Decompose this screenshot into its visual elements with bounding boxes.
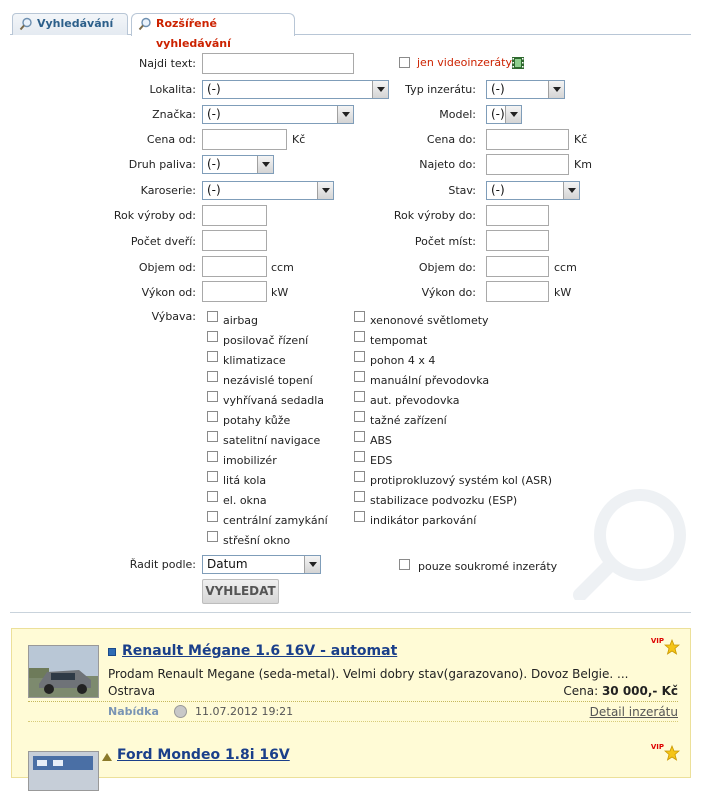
chevron-down-icon — [304, 556, 320, 573]
rok-do-label: Rok výroby do: — [393, 209, 476, 222]
vybava-checkbox[interactable] — [207, 371, 218, 382]
vybava-option-label: tempomat — [370, 334, 428, 347]
radit-podle-label: Řadit podle: — [129, 558, 196, 571]
vybava-checkbox[interactable] — [207, 471, 218, 482]
vykon-do-input[interactable] — [486, 281, 549, 302]
znacka-select[interactable] — [202, 105, 354, 124]
vybava-option-label: indikátor parkování — [370, 514, 477, 527]
listing-title-link[interactable]: Renault Mégane 1.6 16V - automat — [122, 643, 398, 659]
najeto-do-input[interactable] — [486, 154, 569, 175]
vybava-option-label: litá kola — [223, 474, 267, 487]
objem-do-input[interactable] — [486, 256, 549, 277]
search-button[interactable]: VYHLEDAT — [202, 579, 279, 604]
druh-paliva-select[interactable] — [202, 155, 274, 174]
vybava-option-label: střešní okno — [223, 534, 291, 547]
vybava-checkbox[interactable] — [354, 511, 365, 522]
vykon-od-unit: kW — [271, 286, 289, 299]
vybava-option-label: el. okna — [223, 494, 267, 507]
detail-link[interactable]: Detail inzerátu — [589, 705, 678, 719]
model-select[interactable] — [486, 105, 522, 124]
vybava-option-label: klimatizace — [223, 354, 286, 367]
vip-label: VIP — [650, 743, 664, 751]
vybava-checkbox[interactable] — [207, 491, 218, 502]
vybava-checkbox[interactable] — [354, 351, 365, 362]
vykon-do-unit: kW — [554, 286, 572, 299]
pocet-dveri-input[interactable] — [202, 230, 267, 251]
vybava-option-label: pohon 4 x 4 — [370, 354, 436, 367]
objem-do-unit: ccm — [554, 261, 577, 274]
listing-city: Ostrava — [108, 684, 156, 698]
vybava-checkbox[interactable] — [207, 451, 218, 462]
rok-od-input[interactable] — [202, 205, 267, 226]
private-only-checkbox[interactable] — [399, 559, 410, 570]
tab-label: Vyhledávání — [37, 17, 114, 30]
stav-select[interactable] — [486, 181, 580, 200]
price-value: 30 000,- Kč — [601, 684, 678, 698]
cena-do-input[interactable] — [486, 129, 569, 150]
tab-label: Rozšířené vyhledávání — [156, 17, 231, 50]
vip-badge — [650, 743, 680, 765]
chevron-down-icon — [563, 182, 579, 199]
select-value: (-) — [207, 82, 221, 96]
vybava-checkbox[interactable] — [207, 411, 218, 422]
magnifier-icon — [138, 17, 152, 31]
select-value: (-) — [207, 183, 221, 197]
vybava-checkbox[interactable] — [207, 431, 218, 442]
vybava-option-label: vyhřívaná sedadla — [223, 394, 325, 407]
vybava-option-label: posilovač řízení — [223, 334, 309, 347]
vybava-checkbox[interactable] — [354, 491, 365, 502]
cena-od-unit: Kč — [292, 133, 306, 146]
objem-od-unit: ccm — [271, 261, 294, 274]
vybava-label: Výbava: — [151, 310, 196, 323]
vybava-checkbox[interactable] — [354, 311, 365, 322]
listing-panel — [11, 628, 691, 778]
vybava-checkbox[interactable] — [207, 531, 218, 542]
car-photo — [29, 752, 99, 791]
cena-do-unit: Kč — [574, 133, 588, 146]
chevron-down-icon — [257, 156, 273, 173]
najeto-do-label: Najeto do: — [419, 158, 476, 171]
typ-inzeratu-select[interactable] — [486, 80, 565, 99]
typ-inzeratu-label: Typ inzerátu: — [405, 83, 476, 96]
vykon-od-label: Výkon od: — [141, 286, 196, 299]
triangle-icon — [102, 753, 112, 761]
chevron-down-icon — [548, 81, 564, 98]
lokalita-label: Lokalita: — [149, 83, 196, 96]
item-divider — [28, 701, 678, 702]
star-icon — [664, 639, 680, 655]
vybava-option-label: satelitní navigace — [223, 434, 321, 447]
bullet-icon — [108, 648, 116, 656]
listing-type: Nabídka — [108, 705, 159, 718]
listing-thumbnail[interactable] — [28, 751, 99, 791]
radit-podle-select[interactable] — [202, 555, 321, 574]
item-divider — [28, 721, 678, 722]
vybava-checkbox[interactable] — [354, 391, 365, 402]
vybava-option-label: potahy kůže — [223, 414, 291, 427]
vybava-checkbox[interactable] — [354, 411, 365, 422]
najdi-text-label: Najdi text: — [139, 57, 196, 70]
najdi-text-input[interactable] — [202, 53, 354, 74]
najeto-do-unit: Km — [574, 158, 592, 171]
select-value: (-) — [491, 82, 505, 96]
chevron-down-icon — [505, 106, 521, 123]
tab-rozsirene-vyhledavani[interactable] — [131, 13, 295, 50]
vybava-checkbox[interactable] — [354, 451, 365, 462]
rok-od-label: Rok výroby od: — [113, 209, 196, 222]
objem-do-label: Objem do: — [418, 261, 476, 274]
vybava-option-label: centrální zamykání — [223, 514, 328, 527]
vybava-checkbox[interactable] — [207, 311, 218, 322]
lokalita-select[interactable] — [202, 80, 389, 99]
chevron-down-icon — [317, 182, 333, 199]
druh-paliva-label: Druh paliva: — [128, 158, 196, 171]
vybava-checkbox[interactable] — [207, 351, 218, 362]
vip-label: VIP — [650, 637, 664, 645]
vykon-od-input[interactable] — [202, 281, 267, 302]
vybava-option-label: aut. převodovka — [370, 394, 460, 407]
vybava-option-label: stabilizace podvozku (ESP) — [370, 494, 518, 507]
vybava-checkbox[interactable] — [354, 471, 365, 482]
objem-od-input[interactable] — [202, 256, 267, 277]
select-value: Datum — [207, 557, 248, 571]
chevron-down-icon — [337, 106, 353, 123]
objem-od-label: Objem od: — [138, 261, 196, 274]
watermark-magnifier-icon — [560, 480, 700, 600]
vybava-option-label: protiprokluzový systém kol (ASR) — [370, 474, 553, 487]
vybava-checkbox[interactable] — [207, 511, 218, 522]
vybava-option-label: airbag — [223, 314, 259, 327]
vybava-checkbox[interactable] — [207, 391, 218, 402]
select-value: (-) — [491, 107, 505, 121]
karoserie-label: Karoserie: — [140, 184, 196, 197]
karoserie-select[interactable] — [202, 181, 334, 200]
car-photo — [29, 646, 99, 698]
price-label: Cena: — [563, 684, 599, 698]
vip-badge — [650, 637, 680, 659]
select-value: (-) — [491, 183, 505, 197]
film-icon — [512, 57, 524, 69]
vybava-option-label: nezávislé topení — [223, 374, 313, 387]
vybava-option-label: tažné zařízení — [370, 414, 447, 427]
pocet-mist-label: Počet míst: — [414, 235, 476, 248]
znacka-label: Značka: — [152, 108, 196, 121]
listing-thumbnail[interactable] — [28, 645, 99, 698]
vybava-checkbox[interactable] — [354, 431, 365, 442]
divider — [10, 612, 691, 613]
listing-date: 11.07.2012 19:21 — [195, 705, 294, 718]
tab-vyhledavani[interactable] — [12, 13, 128, 35]
select-value: (-) — [207, 107, 221, 121]
private-only-label: pouze soukromé inzeráty — [418, 560, 558, 573]
pocet-mist-input[interactable] — [486, 230, 549, 251]
vybava-checkbox[interactable] — [207, 331, 218, 342]
vybava-option-label: xenonové světlomety — [370, 314, 489, 327]
video-only-checkbox[interactable] — [399, 57, 410, 68]
listing-price — [563, 684, 678, 698]
vybava-option-label: imobilizér — [223, 454, 277, 467]
listing-description: Prodam Renault Megane (seda-metal). Velmi dobry stav(garazovano). Dovoz Belgie. ... — [108, 667, 629, 681]
vybava-option-label: ABS — [370, 434, 392, 447]
listing-title-link[interactable]: Ford Mondeo 1.8i 16V — [117, 747, 290, 763]
vybava-option-label: EDS — [370, 454, 393, 467]
stav-label: Stav: — [448, 184, 476, 197]
cena-do-label: Cena do: — [426, 133, 476, 146]
rok-do-input[interactable] — [486, 205, 549, 226]
cena-od-label: Cena od: — [146, 133, 196, 146]
pocet-dveri-label: Počet dveří: — [130, 235, 196, 248]
model-label: Model: — [439, 108, 476, 121]
vybava-option-label: manuální převodovka — [370, 374, 490, 387]
cena-od-input[interactable] — [202, 129, 287, 150]
select-value: (-) — [207, 157, 221, 171]
star-icon — [664, 745, 680, 761]
vykon-do-label: Výkon do: — [421, 286, 476, 299]
vybava-checkbox[interactable] — [354, 371, 365, 382]
clock-icon — [174, 705, 187, 718]
video-only-label: jen videoinzeráty — [417, 56, 512, 69]
magnifier-icon — [19, 17, 33, 31]
vybava-checkbox[interactable] — [354, 331, 365, 342]
